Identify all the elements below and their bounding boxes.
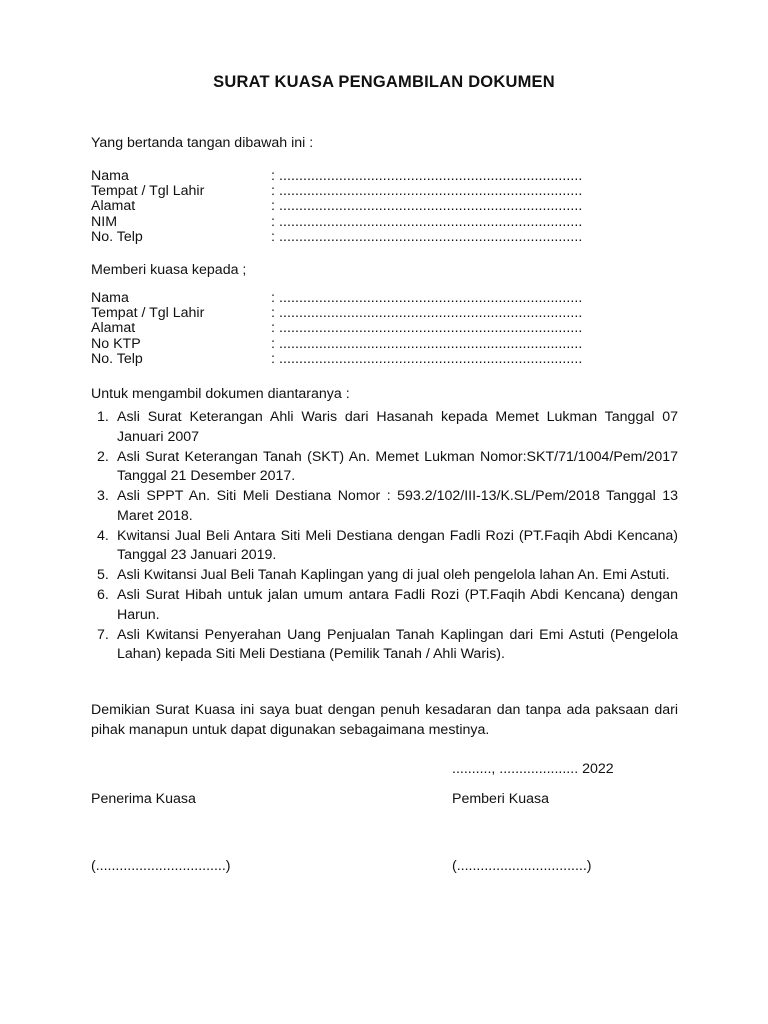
field-colon: : (271, 290, 275, 306)
grantee-fields (91, 291, 678, 367)
grantee-field-row (91, 337, 678, 352)
field-blank: ............................................................................ (279, 183, 583, 200)
document-title: SURAT KUASA PENGAMBILAN DOKUMEN (213, 73, 555, 91)
field-label: Alamat (91, 198, 136, 215)
grantor-field-row (91, 169, 678, 184)
field-label: Tempat / Tgl Lahir (91, 183, 205, 200)
field-blank: ............................................................................ (279, 198, 583, 215)
grantor-fields (91, 169, 678, 245)
grantor-field-row (91, 215, 678, 230)
grant-line: Memberi kuasa kepada ; (91, 262, 247, 278)
list-item (91, 487, 678, 526)
field-blank: ............................................................................ (279, 213, 583, 230)
grantee-field-row (91, 306, 678, 321)
list-item (91, 448, 678, 487)
list-item (91, 586, 678, 625)
intro-line: Yang bertanda tangan dibawah ini : (91, 135, 314, 151)
field-blank: ............................................................................ (279, 168, 583, 184)
closing-paragraph: Demikian Surat Kuasa ini saya buat dengan penuh kesadaran dan tanpa ada paksaan dari pihak manapun untuk dapat digunakan sebagaimana mestinya. (91, 702, 678, 738)
list-item-text: Asli Kwitansi Penyerahan Uang Penjualan Tanah Kaplingan dari Emi Astuti (Pengelola Lahan) kepada Siti Meli Destiana (Pemilik Tanah / Ahli Waris). (117, 626, 678, 662)
field-label: No KTP (91, 335, 141, 352)
field-label: No. Telp (91, 350, 143, 367)
field-colon: : (271, 213, 275, 230)
field-blank: ............................................................................ (279, 305, 583, 322)
list-item-text: Kwitansi Jual Beli Antara Siti Meli Destiana dengan Fadli Rozi (PT.Faqih Abdi Kencana) Tanggal 23 Januari 2019. (117, 527, 678, 563)
field-colon: : (271, 350, 275, 367)
list-number: 6. (97, 587, 109, 603)
giver-label: Pemberi Kuasa (452, 791, 549, 807)
field-blank: ............................................................................ (279, 290, 583, 306)
list-item-text: Asli Surat Keterangan Tanah (SKT) An. Memet Lukman Nomor:SKT/71/1004/Pem/2017 Tanggal 21 Desember 2017. (117, 448, 678, 484)
field-label: Alamat (91, 320, 136, 337)
list-item (91, 566, 678, 586)
list-number: 7. (97, 626, 109, 643)
list-item-text: Asli Surat Keterangan Ahli Waris dari Hasanah kepada Memet Lukman Tanggal 07 Januari 2007 (117, 409, 678, 445)
document-list (91, 408, 678, 665)
field-blank: ............................................................................ (279, 228, 583, 245)
field-colon: : (271, 335, 275, 352)
field-label: Nama (91, 290, 129, 306)
grantor-field-row (91, 230, 678, 245)
list-item (91, 408, 678, 447)
field-colon: : (271, 228, 275, 245)
receiver-label: Penerima Kuasa (91, 791, 196, 807)
field-label: No. Telp (91, 228, 143, 245)
list-item (91, 527, 678, 566)
date-line: .........., .................... 2022 (452, 761, 614, 777)
list-item (91, 626, 678, 665)
list-item-text: Asli SPPT An. Siti Meli Destiana Nomor : 593.2/102/III-13/K.SL/Pem/2018 Tanggal 13 Maret 2018. (117, 488, 678, 524)
grantor-field-row (91, 199, 678, 214)
field-colon: : (271, 198, 275, 215)
field-colon: : (271, 183, 275, 200)
list-number: 4. (97, 527, 109, 544)
field-blank: ............................................................................ (279, 320, 583, 337)
receiver-signature-line: (.................................) (91, 858, 231, 874)
field-colon: : (271, 305, 275, 322)
list-number: 1. (97, 409, 109, 425)
list-intro: Untuk mengambil dokumen diantaranya : (91, 386, 350, 402)
grantor-field-row (91, 184, 678, 199)
field-colon: : (271, 168, 275, 184)
field-label: NIM (91, 213, 118, 230)
list-item-text: Asli Surat Hibah untuk jalan umum antara Fadli Rozi (PT.Faqih Abdi Kencana) dengan Harun. (117, 587, 678, 623)
list-item-text: Asli Kwitansi Jual Beli Tanah Kaplingan yang di jual oleh pengelola lahan An. Emi Astuti. (117, 567, 670, 583)
field-label: Tempat / Tgl Lahir (91, 305, 205, 322)
grantee-field-row (91, 352, 678, 367)
field-blank: ............................................................................ (279, 350, 583, 367)
list-number: 2. (97, 448, 109, 465)
field-colon: : (271, 320, 275, 337)
list-number: 5. (97, 567, 109, 583)
field-blank: ............................................................................ (279, 335, 583, 352)
giver-signature-line: (.................................) (452, 858, 592, 874)
grantee-field-row (91, 321, 678, 336)
list-number: 3. (97, 488, 109, 504)
grantee-field-row (91, 291, 678, 306)
field-label: Nama (91, 168, 129, 184)
